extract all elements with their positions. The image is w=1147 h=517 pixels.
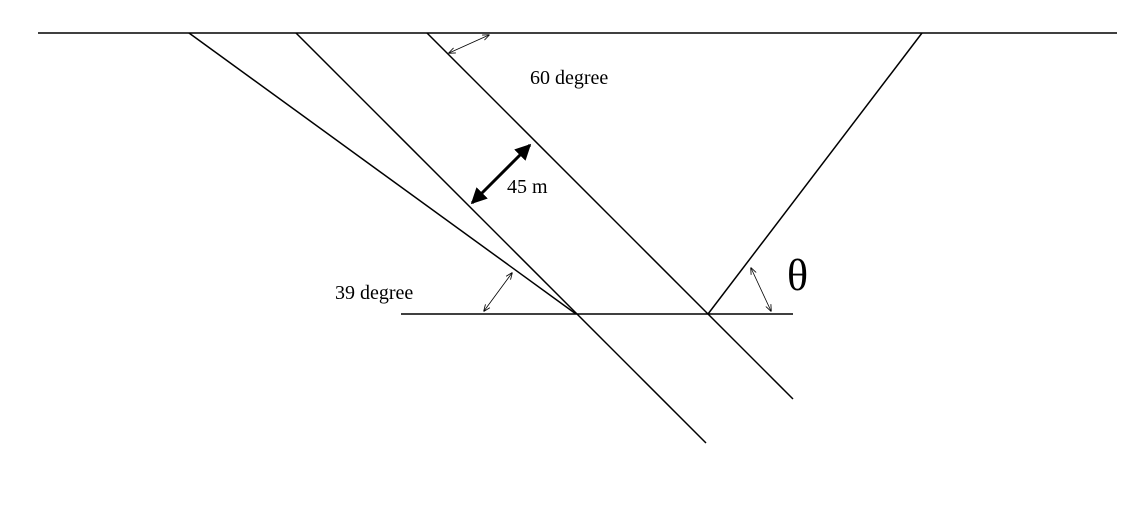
- line-39-degree: [189, 33, 576, 314]
- layer-boundary-left: [296, 33, 706, 443]
- label-45-m: 45 m: [507, 176, 548, 198]
- layer-boundary-right: [427, 33, 793, 399]
- angle-arrow-60: [449, 35, 489, 53]
- label-60-degree: 60 degree: [530, 67, 609, 89]
- angle-arrow-39: [484, 273, 512, 311]
- angle-arrow-theta: [751, 268, 771, 311]
- line-theta: [708, 33, 922, 314]
- label-theta: θ: [787, 251, 809, 300]
- label-39-degree: 39 degree: [335, 282, 414, 304]
